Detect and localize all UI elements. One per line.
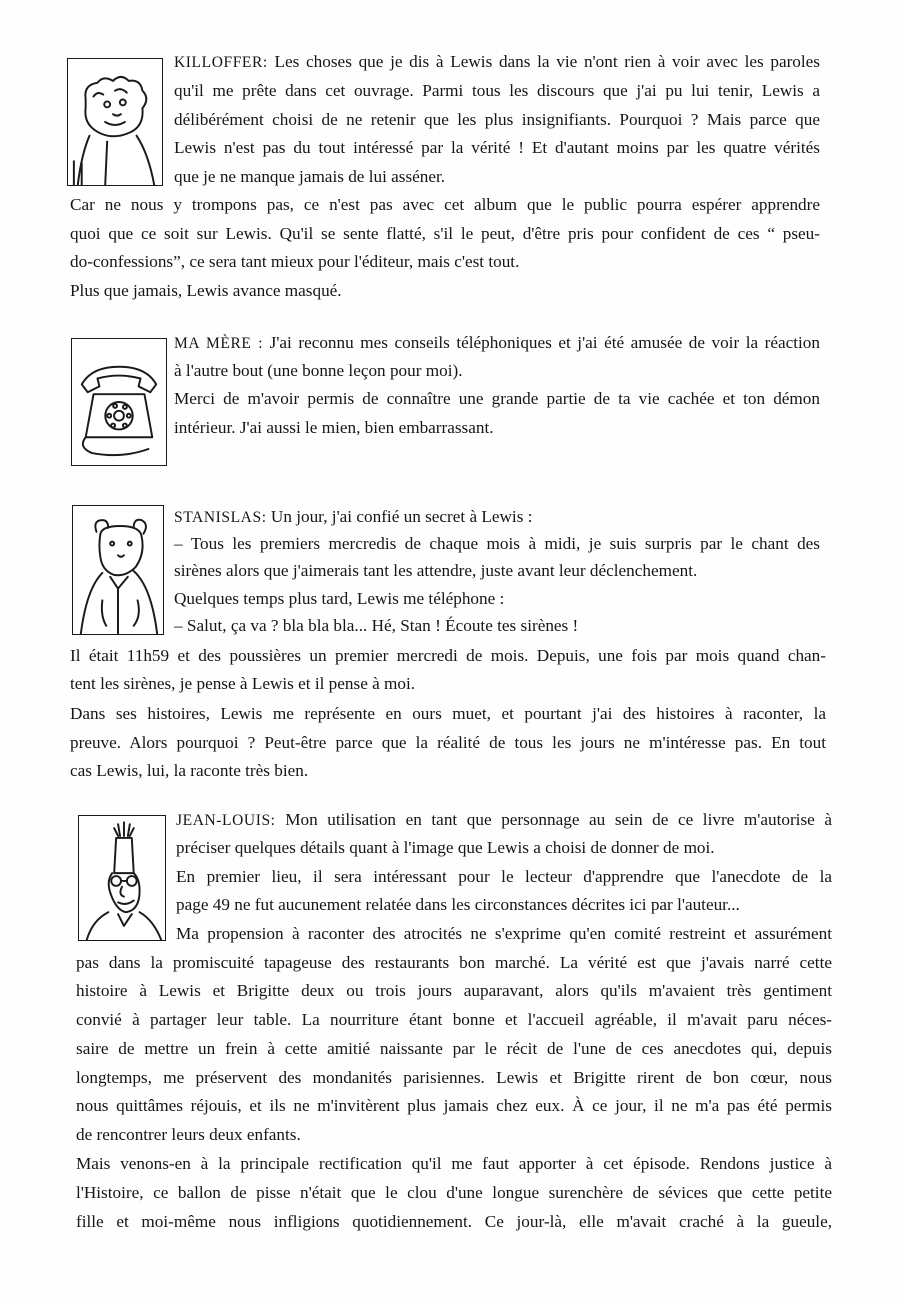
ma-mere-portrait [71, 338, 167, 466]
killoffer-line-9: Plus que jamais, Lewis avance masqué. [70, 281, 342, 300]
stanislas-line-1: STANISLAS: Un jour, j'ai confié un secret à Lewis : [174, 507, 533, 526]
ma-mere-line-4: intérieur. J'ai aussi le mien, bien embarrassant. [174, 418, 494, 437]
jean-louis-line-12: de rencontrer leurs deux enfants. [76, 1125, 301, 1144]
jean-louis-line-9: saire de mettre un frein à cette amitié naissante par le récit de l'une de ces anecdotes qui, depuis [76, 1039, 832, 1058]
killoffer-line-1: KILLOFFER: Les choses que je dis à Lewis dans la vie n'ont rien à voir avec les paroles [174, 52, 820, 71]
stanislas-line-3: sirènes alors que j'aimerais tant les attendre, juste avant leur déclenchement. [174, 561, 698, 580]
speaker-jean-louis: JEAN-LOUIS: [176, 812, 276, 829]
stanislas-line-7: tent les sirènes, je pense à Lewis et il pense à moi. [70, 674, 416, 693]
jean-louis-line-1: JEAN-LOUIS: Mon utilisation en tant que personnage au sein de ce livre m'autorise à [176, 810, 832, 829]
killoffer-line-7: quoi que ce soit sur Lewis. Qu'il se sente flatté, s'il le peut, d'être pris pour confident de ces “ pseu- [70, 224, 820, 243]
jean-louis-portrait [78, 815, 166, 941]
telephone-icon [72, 339, 166, 465]
stanislas-line-10: cas Lewis, lui, la raconte très bien. [70, 761, 309, 780]
ma-mere-line-3: Merci de m'avoir permis de connaître une grande partie de ta vie cachée et ton démon [174, 389, 820, 408]
killoffer-line-8: do-confessions”, ce sera tant mieux pour l'éditeur, mais c'est tout. [70, 252, 520, 271]
bear-portrait-icon [73, 506, 163, 634]
jean-louis-line-6: pas dans la promiscuité tapageuse des restaurants bon marché. La vérité est que j'avais narré cette [76, 953, 832, 972]
jean-louis-line-10: longtemps, me préservent des mondanités parisiennes. Lewis et Brigitte rirent de bon cœur, nous [76, 1068, 832, 1087]
killoffer-line-6: Car ne nous y trompons pas, ce n'est pas avec cet album que le public pourra espérer apprendre [70, 195, 820, 214]
ma-mere-line-2: à l'autre bout (une bonne leçon pour moi). [174, 361, 463, 380]
stanislas-line-5: – Salut, ça va ? bla bla bla... Hé, Stan ! Écoute tes sirènes ! [174, 616, 579, 635]
killoffer-line-2: qu'il me prête dans cet ouvrage. Parmi tous les discours que j'ai pu lui tenir, Lewis a [174, 81, 820, 100]
stanislas-line-4: Quelques temps plus tard, Lewis me téléphone : [174, 589, 505, 608]
stanislas-line-2: – Tous les premiers mercredis de chaque mois à midi, je suis surpris par le chant des [174, 534, 820, 553]
jean-louis-line-2: préciser quelques détails quant à l'image que Lewis a choisi de donner de moi. [176, 838, 715, 857]
jean-louis-line-14: l'Histoire, ce ballon de pisse n'était que le clou d'une longue surenchère de sévices que cette petite [76, 1183, 832, 1202]
ma-mere-line-1: MA MÈRE : J'ai reconnu mes conseils téléphoniques et j'ai été amusée de voir la réaction [174, 333, 820, 352]
killoffer-line-5: que je ne manque jamais de lui asséner. [174, 167, 446, 186]
jean-louis-line-13: Mais venons-en à la principale rectification qu'il me faut apporter à cet épisode. Rendons justice à [76, 1154, 832, 1173]
killoffer-line-3: délibérément choisi de ne retenir que les plus insignifiants. Pourquoi ? Mais parce que [174, 110, 820, 129]
stanislas-line-8: Dans ses histoires, Lewis me représente en ours muet, et pourtant j'ai des histoires à raconter, la [70, 704, 826, 723]
jean-louis-line-7: histoire à Lewis et Brigitte deux ou trois jours auparavant, alors qu'ils m'avaient très gentiment [76, 981, 832, 1000]
jean-louis-line-3: En premier lieu, il sera intéressant pour le lecteur d'apprendre que l'anecdote de la [176, 867, 832, 886]
jean-louis-line-15: fille et moi-même nous infligions quotidiennement. Ce jour-là, elle m'avait craché à la gueule, [76, 1212, 832, 1231]
stanislas-portrait [72, 505, 164, 635]
killoffer-portrait-icon [68, 59, 162, 185]
jean-louis-line-11: nous quittâmes réjouis, et ils ne m'invitèrent plus jamais chez eux. À ce jour, il ne m'a pas été permis [76, 1096, 832, 1115]
speaker-killoffer: KILLOFFER: [174, 54, 268, 71]
jean-louis-line-4: page 49 ne fut aucunement relatée dans les circonstances décrites ici par l'auteur... [176, 895, 740, 914]
stanislas-line-6: Il était 11h59 et des poussières un premier mercredi de mois. Depuis, une fois par mois quand chan- [70, 646, 826, 665]
stanislas-line-9: preuve. Alors pourquoi ? Peut-être parce que la réalité de tous les jours ne m'intéresse pas. En tout [70, 733, 826, 752]
jean-louis-line-8: convié à partager leur table. La nourriture étant bonne et l'accueil agréable, il m'avait paru néces- [76, 1010, 832, 1029]
killoffer-portrait [67, 58, 163, 186]
jean-louis-line-5: Ma propension à raconter des atrocités ne s'exprime qu'en comité restreint et assurément [176, 924, 832, 943]
speaker-ma-mere: MA MÈRE : [174, 335, 264, 352]
jean-louis-portrait-icon [79, 816, 165, 940]
speaker-stanislas: STANISLAS: [174, 509, 267, 526]
killoffer-line-4: Lewis n'est pas du tout intéressé par la vérité ! Et d'autant moins par les quatre vérités [174, 138, 820, 157]
